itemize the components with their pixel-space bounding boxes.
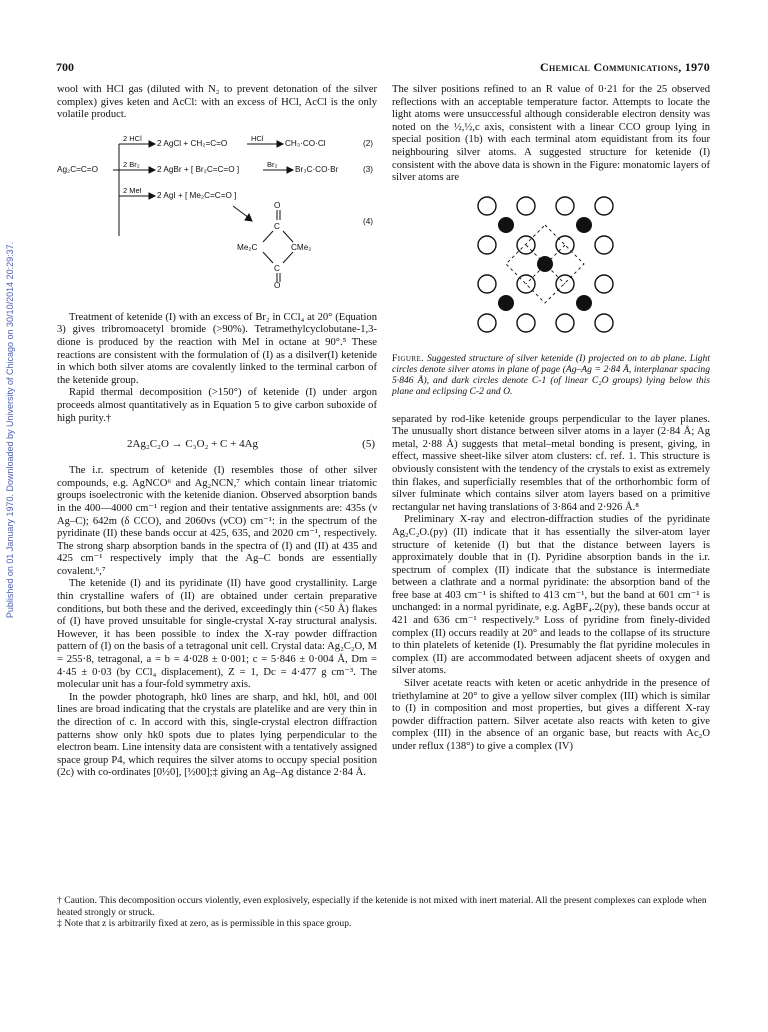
scheme-reagent: 2 MeI [123, 185, 142, 195]
paragraph: The silver positions refined to an R value of 0·21 for the 25 observed reflections with an acceptable temperature factor. Attempts to locate the light atoms were unsuccessful although considerable electron density was noted on the ½,½,c axis, consistent with a linear CCO group lying in special position (1b) with each terminal atom equidistant from its four neighbouring silver atoms. A suggested structure for ketenide (I) consistent with the above data is shown in the Figure: monatomic layers of silver atoms are [392, 84, 710, 184]
scheme-product: 2 AgBr + [ Br₂C=C=O ] [157, 164, 240, 174]
scheme-product: 2 AgCl + CH₂=C=O [157, 138, 228, 148]
silver-atom [478, 275, 496, 293]
scheme-product: 2 AgI + [ Me₂C=C=O ] [157, 190, 237, 200]
figure-caption-text: Suggested structure of silver ketenide (I) projected on to ab plane. Light circles denote silver atoms in plane of page (Ag–Ag = 2·84 Å, interplanar spacing 5·846 Å), and dark circles denote C-1 (of linear C₂O groups) lying below this plane and eclipsing C-2 and O. [392, 352, 710, 398]
paragraph: In the powder photograph, hk0 lines are sharp, and hkl, h0l, and 00l lines are broad indicating that the crystals are platelike and are very thin in the direction of c. In accord with this, single-crystal electron diffraction patterns show only hk0 spots due to plates lying perpendicular to the electron beam. Line intensity data are consistent with a tentatively assigned space group P4, which requires the silver atoms to occupy special position (2c) with co-ordinates [0½0], [½00];‡ giving an Ag–Ag distance 2·84 Å. [57, 691, 377, 779]
carbon-atom [498, 295, 514, 311]
silver-atom [478, 197, 496, 215]
publication-note-text: Published on 01 January 1970. Downloaded by University of Chicago on 30/10/2014 20:29:37. [5, 241, 15, 619]
equation-number: (5) [362, 438, 375, 451]
ring-atom: C [274, 221, 280, 231]
paragraph: wool with HCl gas (diluted with N₂ to prevent detonation of the silver complex) gives keten and AcCl: with an excess of HCl, AcCl is the only volatile product. [57, 84, 377, 121]
ring-atom: C [274, 263, 280, 273]
scheme-reagent: HCl [251, 133, 264, 143]
scheme-lines [57, 130, 377, 288]
silver-atom [478, 236, 496, 254]
equation-number: (3) [362, 164, 373, 174]
silver-atom [595, 314, 613, 332]
silver-atom [478, 314, 496, 332]
scheme-reagent: 2 Br₂ [123, 159, 140, 169]
paragraph: Rapid thermal decomposition (>150°) of ketenide (I) under argon proceeds almost quantitatively as in Equation 5 to give carbon suboxide of high purity.† [57, 387, 377, 424]
paragraph: Preliminary X-ray and electron-diffraction studies of the pyridinate Ag₂C₂O.(py) (II) indicate that it has essentially the silver-atom layer structure of ketenide (I) but that the distance between layers is approximately double that in (I). Pyridine absorption bands in the i.r. spectrum of complex (II) indicate that the substance is intermediate between a clathrate and a normal pyridinate: the absorption band of the free base at 403 cm⁻¹ is shifted to 413 cm⁻¹, but the band at 601 cm⁻¹ is unchanged: in a normal pyridinate, e.g. AgBF₄.2(py), these bands occur at 421 and 636 cm⁻¹ respectively.⁹ Loss of pyridine from finely-divided complex (II) occurs readily at 20° and leads to the collapse of its structure to thin platelets of ketenide (I). Presumably the flat pyridine molecules in complex (II) are accommodated between adjacent sheets of oxygen and silver atoms. [392, 514, 710, 677]
ring-atom: O [274, 200, 281, 210]
silver-atom [595, 275, 613, 293]
silver-atom [595, 236, 613, 254]
silver-atom [595, 197, 613, 215]
journal-name: Chemical Communications, 1970 [540, 60, 710, 74]
silver-atom [517, 197, 535, 215]
scheme-product: CH₃·CO·Cl [285, 138, 326, 148]
figure-label: Figure. [392, 352, 424, 364]
silver-atom [556, 314, 574, 332]
figure-caption [392, 353, 710, 398]
ring-atom: Me₂C [237, 242, 258, 252]
equation-text: 2Ag₂C₂O → C₃O₂ + C + 4Ag [127, 438, 259, 451]
publication-note [2, 210, 18, 650]
paragraph: The ketenide (I) and its pyridinate (II) have good crystallinity. Large thin crystalline wafers of (II) are obtained under certain preparative conditions, but both these and the derived, exceedingly thin (<50 Å) flakes of (I) have proved unsuitable for single-crystal X-ray structural analysis. However, it has been possible to index the X-ray powder diffraction pattern of (I) on the basis of a tetragonal unit cell. Crystal data: Ag₂C₂O, M = 255·8, tetragonal, a = b = 4·028 ± 0·001; c = 5·846 ± 0·004 Å, Dm = 4·45 ± 0·03 (by CCl₄ displacement), Z = 1, Dc = 4·477 g cm⁻³. The molecular unit has a four-fold symmetry axis. [57, 578, 377, 691]
structure-diagram [392, 195, 710, 345]
footnotes [57, 895, 711, 930]
page-header [56, 60, 710, 78]
page-number: 700 [56, 60, 74, 74]
equation-number: (4) [362, 216, 373, 226]
paragraph: Silver acetate reacts with keten or acetic anhydride in the presence of triethylamine at 20° to give a yellow silver complex (III) which is similar to (I) in composition and most properties, but gives a different X-ray powder diffraction pattern. Silver acetate also reacts with keten to give complex (III) in the absence of an organic base, but reacts with Ac₂O under reflux (138°) to give a complex (IV) [392, 678, 710, 752]
footnote: ‡ Note that z is arbitrarily fixed at zero, as is permissible in this space group. [57, 918, 352, 929]
right-column [392, 84, 710, 754]
paragraph: The i.r. spectrum of ketenide (I) resembles those of other silver compounds, e.g. AgNCO⁶ and Ag₂NCN,⁷ which contain linear triatomic groups isoelectronic with the ketenide dianion. Observed absorption bands in the 400—4000 cm⁻¹ region and their tentative assignments are: 435s (ν Ag–C); 642m (δ CCO), and 2060vs (νCO) cm⁻¹: in the spectrum of the pyridinate (II) these bands occur at 425, 635, and 2020 cm⁻¹, respectively. The strong sharp absorption bands in the spectra of (I) and (II) at 435 and 425 cm⁻¹ respectively imply that the Ag–C bonds are essentially covalent.⁶,⁷ [57, 465, 377, 577]
left-column [57, 84, 377, 780]
paragraph: Treatment of ketenide (I) with an excess of Br₂ in CCl₄ at 20° (Equation 3) gives tribromoacetyl bromide (>90%). Tetramethylcyclobutane-1,3-dione is produced by the reaction with MeI in octane at 90°.⁵ These reactions are consistent with the formulation of (I) as a disilver(I) ketenide in which both silver atoms are covalently linked to the terminal carbon of the ketenide group. [57, 311, 377, 386]
silver-atom [517, 314, 535, 332]
ring-atom: O [274, 280, 281, 290]
scheme-product: Br₃C·CO·Br [295, 164, 339, 174]
footnote: † Caution. This decomposition occurs violently, even explosively, especially if the ketenide is not mixed with inert material. All the present complexes can explode when heated strongly or struck. [57, 895, 707, 918]
carbon-atom [576, 217, 592, 233]
structure-figure [392, 195, 710, 345]
carbon-atom [576, 295, 592, 311]
carbon-atom [498, 217, 514, 233]
equation-number: (2) [362, 138, 373, 148]
paragraph: separated by rod-like ketenide groups perpendicular to the layer planes. The unusually short distance between silver atoms in a layer (2·84 Å; Ag metal, 2·88 Å) suggests that metal–metal bonding is present, giving, in effect, massive sheet-like silver atom clusters: cf. ref. 1. This structure is obviously consistent with the tendency of the crystals to exist as extremely thin flakes, and superficially resembles that of the orthorhombic form of silver fulminate which contains silver atom layers based on a primitive rectangular net having translations of 3·864 and 2·926 Å.⁸ [392, 413, 710, 513]
scheme-start: Ag₂C=C=O [57, 164, 98, 174]
silver-atom [556, 197, 574, 215]
ring-atom: CMe₂ [291, 242, 312, 252]
scheme-reagent: Br₂ [267, 159, 278, 169]
scheme-reagent: 2 HCl [123, 133, 142, 143]
reaction-scheme [57, 130, 377, 288]
equation-5 [57, 435, 377, 455]
